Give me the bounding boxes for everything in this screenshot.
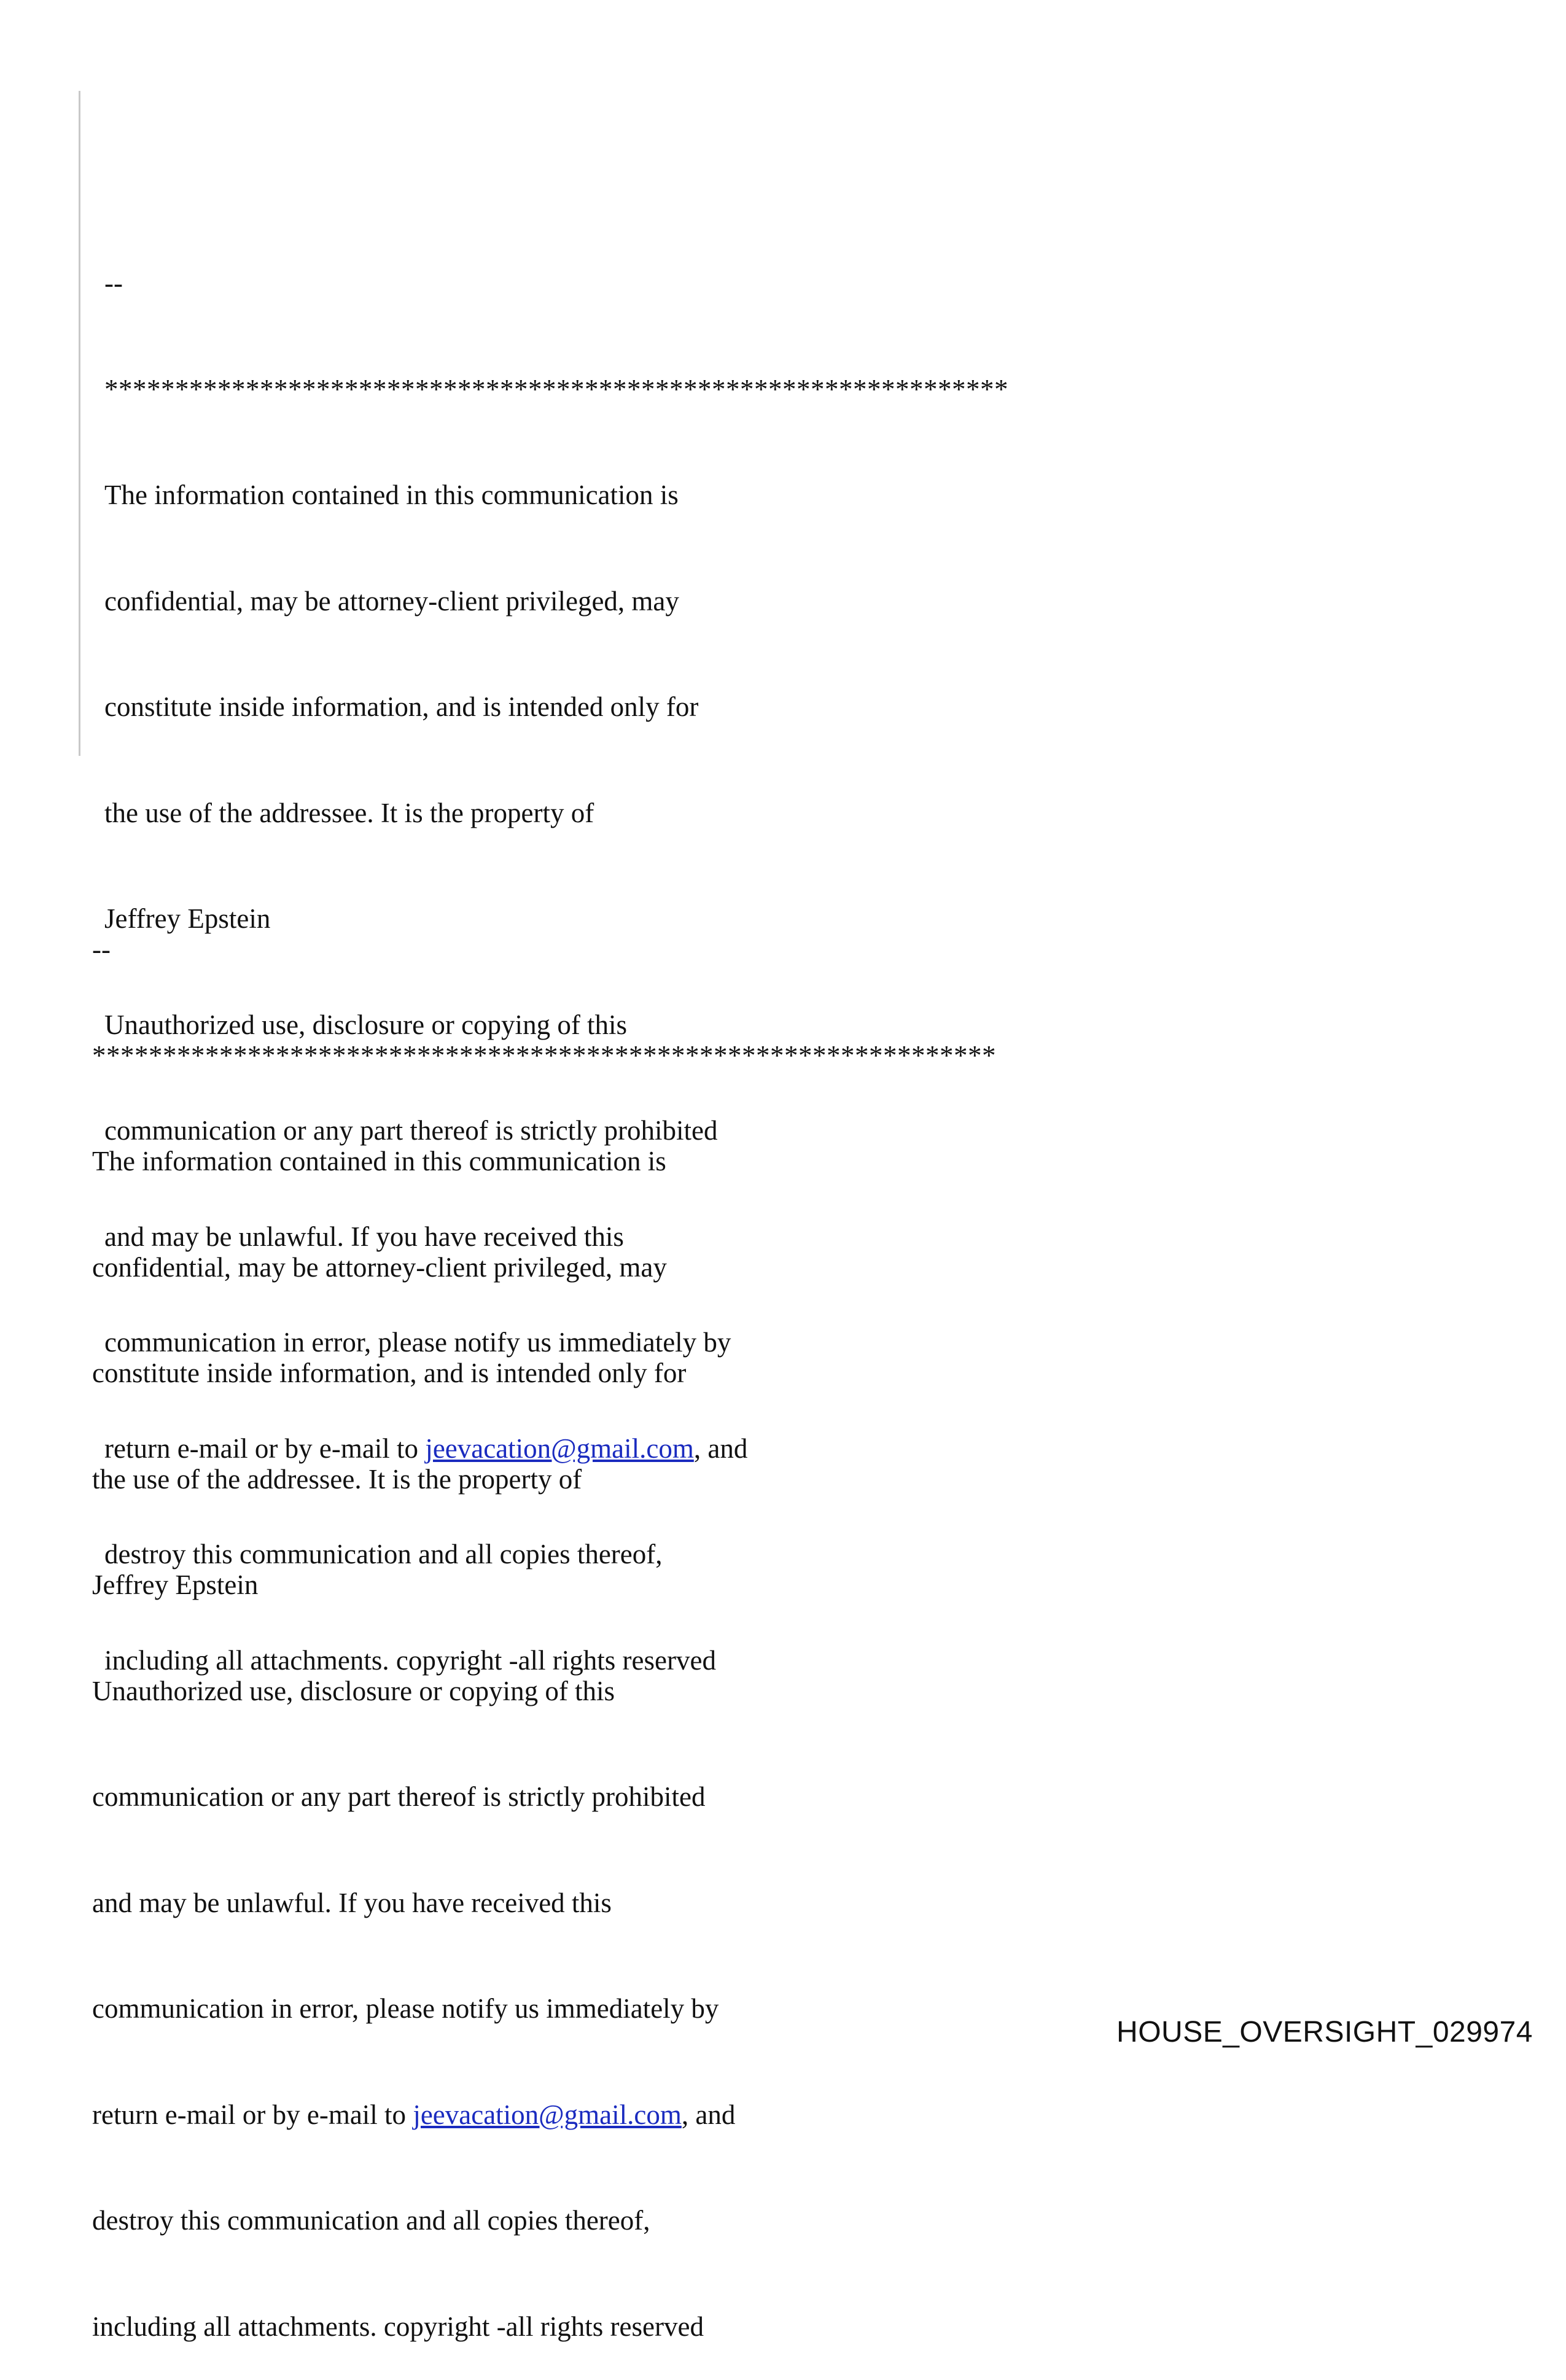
disclaimer-line: the use of the addressee. It is the property of <box>92 1463 582 1495</box>
signature-block <box>92 861 996 2380</box>
disclaimer-line: destroy this communication and all copies thereof, <box>92 2205 650 2236</box>
disclaimer-line: communication in error, please notify us immediately by <box>92 1993 719 2024</box>
signature-separator: **************************************************************** <box>104 373 1008 405</box>
email-line-prefix: return e-mail or by e-mail to <box>104 1433 426 1464</box>
email-line-suffix: , and <box>693 1433 748 1464</box>
signature-dash: -- <box>92 934 111 965</box>
disclaimer-line: including all attachments. copyright -all rights reserved <box>92 2311 704 2342</box>
disclaimer-line: constitute inside information, and is intended only for <box>92 1358 687 1388</box>
disclaimer-line: confidential, may be attorney-client privileged, may <box>104 585 679 616</box>
disclaimer-line: The information contained in this communication is <box>92 1146 666 1176</box>
disclaimer-line: communication in error, please notify us immediately by <box>104 1327 731 1358</box>
email-link[interactable]: jeevacation@gmail.com <box>425 1433 694 1464</box>
signature-dash: -- <box>104 268 123 298</box>
disclaimer-line: The information contained in this communication is <box>104 480 679 510</box>
disclaimer-line: constitute inside information, and is intended only for <box>104 691 699 722</box>
disclaimer-line: including all attachments. copyright -all rights reserved <box>104 1644 716 1676</box>
disclaimer-line: the use of the addressee. It is the property of <box>104 797 594 828</box>
disclaimer-line: and may be unlawful. If you have received this <box>104 1221 624 1252</box>
disclaimer-line: destroy this communication and all copies thereof, <box>104 1539 663 1569</box>
disclaimer-line: and may be unlawful. If you have received this <box>92 1887 612 1918</box>
disclaimer-line: confidential, may be attorney-client privileged, may <box>92 1251 667 1283</box>
email-line-suffix: , and <box>681 2099 736 2130</box>
disclaimer-line: Unauthorized use, disclosure or copying of this <box>104 1009 628 1040</box>
document-id: HOUSE_OVERSIGHT_029974 <box>1116 2016 1533 2048</box>
email-line-prefix: return e-mail or by e-mail to <box>92 2099 413 2130</box>
disclaimer-email-line <box>92 2098 996 2133</box>
quote-bar <box>79 91 80 756</box>
disclaimer-line: communication or any part thereof is strictly prohibited <box>104 1115 718 1146</box>
disclaimer-line: communication or any part thereof is strictly prohibited <box>92 1781 706 1812</box>
disclaimer-line: Unauthorized use, disclosure or copying of this <box>92 1675 615 1706</box>
email-link[interactable]: jeevacation@gmail.com <box>413 2099 682 2130</box>
signature-separator: **************************************************************** <box>92 1040 996 1071</box>
disclaimer-line: Jeffrey Epstein <box>104 903 271 934</box>
disclaimer-line: Jeffrey Epstein <box>92 1569 259 1600</box>
